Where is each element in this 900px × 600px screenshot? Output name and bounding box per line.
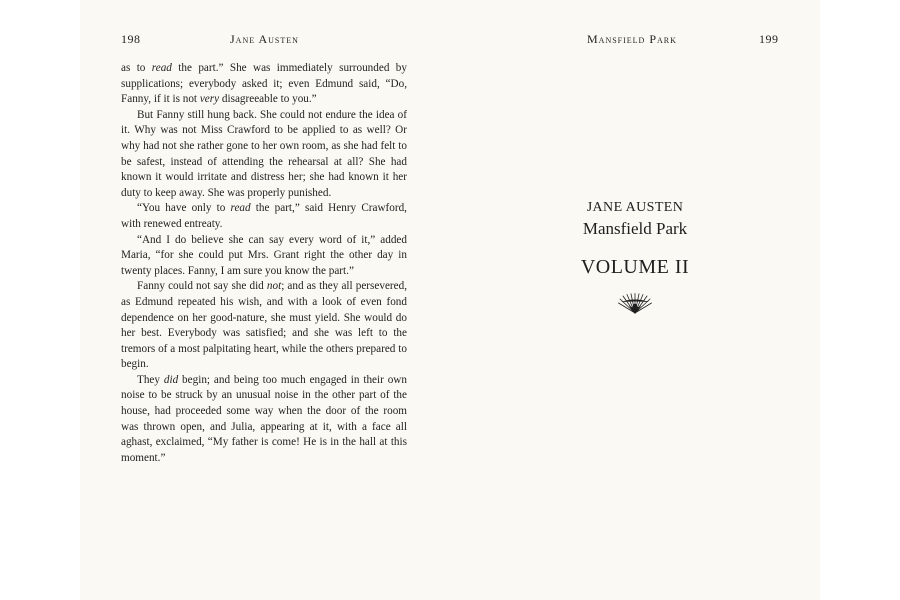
text-run: the part,” said Henry Crawford, with renewed entreaty. [121, 202, 407, 230]
text-run: But Fanny still hung back. She could not endure the idea of it. Why was not Miss Crawford to be applied to as well? Or why had not she rather gone to her own room, as she had felt to be safest, instead of attending the rehearsal at all? She had known it would irritate and distress her; she had known it her duty to keep away. She was properly punished. [121, 108, 407, 199]
text-run: as to [121, 62, 152, 74]
body-paragraph [121, 201, 407, 232]
running-head-right: Mansfield Park [587, 32, 677, 46]
right-page [450, 0, 820, 600]
italic-text: not [266, 280, 282, 293]
body-paragraph [121, 108, 407, 202]
italic-text: very [199, 93, 220, 106]
body-paragraph [121, 373, 407, 467]
body-paragraph [121, 61, 407, 108]
text-run: “You have only to [137, 202, 231, 215]
volume-heading: VOLUME II [580, 256, 690, 278]
text-run: begin; and being too much engaged in their own noise to be struck by an unusual noise in the other part of the house, had proceeded some way when the door of the room was thrown open, and Julia, appearing at it, with a face all aghast, exclaimed, “My father is come! He is in the hall at this moment.” [121, 373, 407, 464]
text-run: ; and as they all persevered, as Edmund repeated his wish, and with a look of even fond dependence on her good-nature, she must yield. She would do her best. Everybody was satisfied; and she was left to the tremors of a most palpitating heart, while the others prepared to begin. [121, 280, 407, 371]
sunburst-ornament-icon [618, 293, 652, 315]
text-run: Fanny could not say she did [137, 280, 267, 293]
text-run: “And I do believe she can say every word of it,” added Maria, “for she could put Mrs. Grant right the other day in twenty places. Fanny, I am sure you know the part.” [121, 233, 407, 277]
text-run: They [137, 373, 164, 386]
book-spread [80, 0, 820, 600]
text-run: disagreeable to you.” [219, 93, 317, 106]
body-paragraph [121, 279, 407, 373]
page-number-right: 199 [759, 32, 779, 46]
volume-title-block [450, 200, 820, 315]
page-number-left: 198 [121, 32, 141, 46]
left-page [80, 0, 450, 600]
book-title: Mansfield Park [582, 219, 688, 238]
author-name: JANE AUSTEN [586, 200, 684, 215]
text-run: the part.” She was immediately surrounded by supplications; everybody asked it; even Edmund said, “Do, Fanny, if it is not [121, 62, 407, 106]
running-head-left: Jane Austen [230, 32, 299, 46]
body-text [121, 61, 407, 466]
italic-text: read [151, 62, 172, 74]
body-paragraph [121, 233, 407, 280]
italic-text: did [163, 373, 179, 386]
italic-text: read [230, 202, 251, 215]
